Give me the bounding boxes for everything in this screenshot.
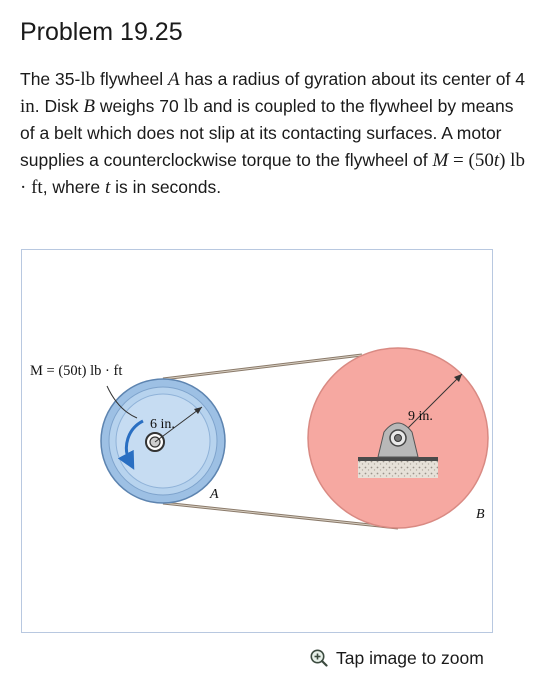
flywheel-a (101, 379, 225, 503)
problem-statement: The 35-lb flywheel A has a radius of gyration about its center of 4 in. Disk B weighs 70 lb and is coupled to the flywheel by means of a belt which does not slip at its contacting surfaces. A motor supplies a counterclockwise torque to the flywheel of M = (50t) lb · ft, where t is in seconds. (20, 69, 525, 198)
radius-b-label: 9 in. (408, 409, 433, 424)
disk-b (308, 348, 488, 528)
radius-a-label: 6 in. (150, 417, 175, 432)
tap-to-zoom-button[interactable] (310, 646, 484, 670)
flywheel-diagram (22, 250, 492, 632)
zoom-in-icon (310, 649, 328, 667)
zoom-label: Tap image to zoom (336, 647, 484, 668)
moment-label: M = (50t) lb · ft (30, 363, 123, 379)
problem-figure[interactable] (21, 249, 493, 633)
flywheel-label: A (210, 487, 219, 502)
problem-title: Problem 19.25 (20, 18, 183, 46)
disk-label: B (476, 507, 485, 522)
